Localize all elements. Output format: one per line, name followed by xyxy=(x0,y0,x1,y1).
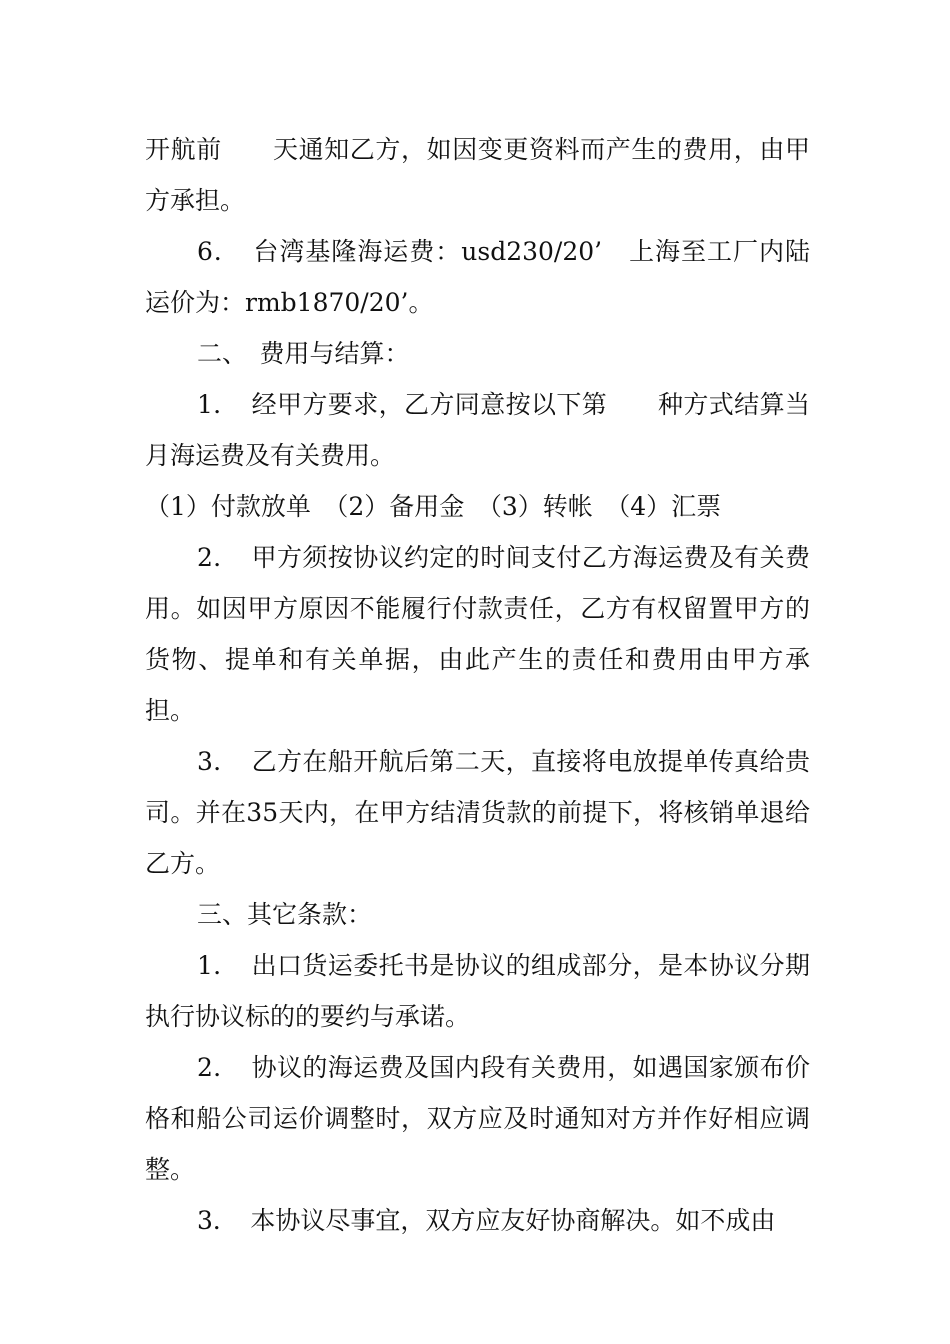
paragraph-notice-continued: 开航前 天通知乙方，如因变更资料而产生的费用，由甲方承担。 xyxy=(145,135,810,215)
paragraph-payment-obligation: 2． 甲方须按协议约定的时间支付乙方海运费及有关费用。如因甲方原因不能履行付款责任，乙方有权留置甲方的货物、提单和有关单据，由此产生的责任和费用由甲方承担。 xyxy=(145,543,810,725)
paragraph-rate-adjustment: 2． 协议的海运费及国内段有关费用，如遇国家颁布价格和船公司运价调整时，双方应及时通知对方并作好相应调整。 xyxy=(145,1053,810,1184)
paragraph-dispute-resolution: 3． 本协议尽事宜，双方应友好协商解决。如不成由 xyxy=(197,1206,776,1235)
section-heading-fees: 二、 费用与结算： xyxy=(197,339,410,368)
paragraph-settlement-method: 1． 经甲方要求，乙方同意按以下第 种方式结算当月海运费及有关费用。 xyxy=(145,390,810,470)
section-heading-other-terms: 三、其它条款： xyxy=(197,900,373,929)
paragraph-booking-note: 1． 出口货运委托书是协议的组成部分，是本协议分期执行协议标的的要约与承诺。 xyxy=(145,951,810,1031)
paragraph-telex-release: 3． 乙方在船开航后第二天，直接将电放提单传真给贵司。并在35天内，在甲方结清货款的前提下，将核销单退给乙方。 xyxy=(145,747,810,878)
paragraph-payment-options: （1）付款放单 （2）备用金 （3）转帐 （4）汇票 xyxy=(145,492,722,521)
paragraph-freight-rate: 6． 台湾基隆海运费：usd230/20’ 上海至工厂内陆运价为：rmb1870/20’。 xyxy=(145,237,810,317)
document-body xyxy=(145,124,810,1246)
